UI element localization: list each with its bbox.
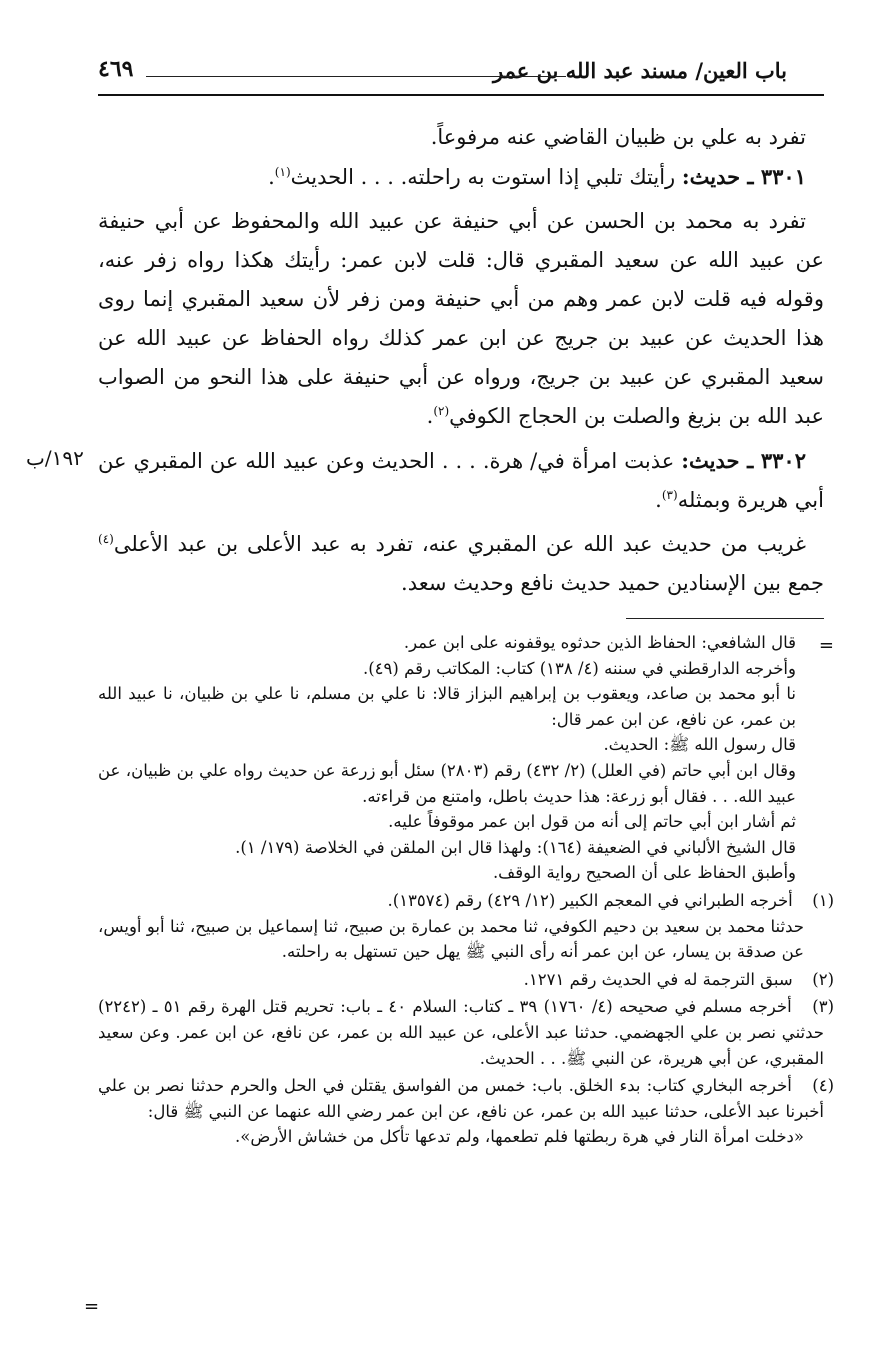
header-dash-line <box>146 76 566 77</box>
paragraph: تفرد به محمد بن الحسن عن أبي حنيفة عن عبيد الله والمحفوظ عن أبي حنيفة عن عبيد الله عن سعيد المقبري قال: قلت لابن عمر: رأيتك هكذا رواه زفر عنه، وقوله فيه قلت لابن عمر وهم من أبي حنيفة ومن زفر لأن سعيد المقبري إنما روى هذا الحديث عن عبيد بن جريج عن ابن عمر كذلك رواه الحفاظ عن عبيد الله عن سعيد المقبري عن عبيد بن جريج، ورواه عن أبي حنيفة على هذا النحو من الصواب عبد الله بن بزيغ والصلت بن الحجاج الكوفي$^{(٢)}$. <box>98 209 824 428</box>
hadith-text: رأيتك تلبي إذا استوت به راحلته. . . . الحديث <box>290 165 682 189</box>
hadith-number: ٣٣٠١ ـ حديث: <box>681 164 806 189</box>
manuscript-folio-note: ١٩٢/ب <box>26 446 84 470</box>
footnote-line: وأطبق الحفاظ على أن الصحيح رواية الوقف. <box>492 863 796 883</box>
continuation-mark: = <box>818 635 834 656</box>
hadith-number: ٣٣٠٢ ـ حديث: <box>681 448 806 473</box>
footnote-number: (٤) <box>812 1076 834 1096</box>
hadith-text: عذبت امرأة في/ هرة. . . . الحديث وعن عبيد الله عن المقبري عن أبي هريرة وبمثله <box>98 449 824 512</box>
footnote-line: وقال ابن أبي حاتم (في العلل) (٢/ ٤٣٢) رقم (٢٨٠٣) سئل أبو زرعة عن حديث رواه علي بن ظبيان، عن عبيد الله. . . فقال أبو زرعة: هذا حديث باطل، وامتنع من قراءته. <box>98 760 796 806</box>
header-rule <box>98 94 824 96</box>
footnote-number: (٢) <box>812 969 834 989</box>
footnote-ref: (٣) <box>661 488 678 502</box>
page-number: ٤٦٩ <box>98 56 134 82</box>
footnote-2: (٢) سبق الترجمة له في الحديث رقم ١٢٧١. <box>98 967 824 993</box>
footnote-number: (١) <box>812 890 834 910</box>
footnote-line: نا أبو محمد بن صاعد، ويعقوب بن إبراهيم البزاز قالا: نا علي بن مسلم، نا علي بن ظبيان، نا عبيد الله بن عمر، عن نافع، عن ابن عمر قال: <box>98 684 796 729</box>
paragraph: تفرد به علي بن ظبيان القاضي عنه مرفوعاً. <box>430 125 806 149</box>
footnote-4: (٤) أخرجه البخاري كتاب: بدء الخلق. باب: خمس من الفواسق يقتلن في الحل والحرم حدثنا نصر بن علي أخبرنا عبد الأعلى، حدثنا عبيد الله بن عمر، عن نافع، عن ابن عمر رضي الله عنهما عن النبي ﷺ قال: <box>98 1073 824 1124</box>
paragraph: غريب من حديث عبد الله عن المقبري عنه، تفرد به عبد الأعلى بن عبد الأعلى$^{(٤)}$ جمع بين الإسنادين حميد حديث نافع وحديث سعد. <box>98 532 824 595</box>
footnote-3: (٣) أخرجه مسلم في صحيحه (٤/ ١٧٦٠) ٣٩ ـ كتاب: السلام ٤٠ ـ باب: تحريم قتل الهرة رقم ٥١ ـ (٢٢٤٢) حدثني نصر بن علي الجهضمي. حدثنا عبد الأعلى، عن عبيد الله بن عمر، عن نافع، عن ابن عمر. وعن سعيد المقبري، عن أبي هريرة، عن النبي ﷺ. . . الحديث. <box>98 994 824 1071</box>
footnote-ref: (١) <box>274 165 291 179</box>
running-header-title: باب العين/ مسند عبد الله بن عمر <box>493 58 787 83</box>
footnote-line: قال الشافعي: الحفاظ الذين حدثوه يوقفونه على ابن عمر. <box>403 633 796 652</box>
footnote-line: قال الشيخ الألباني في الضعيفة (١٦٤): ولهذا قال ابن الملقن في الخلاصة (١٧٩/ ١). <box>235 837 796 857</box>
continuation-mark: = <box>84 1296 100 1317</box>
main-text <box>98 118 824 603</box>
footnote-line: حدثنا محمد بن سعيد بن دحيم الكوفي، ثنا محمد بن عمارة بن صبيح، ثنا إسماعيل بن صبيح، ثنا أبو أويس، عن صدقة بن يسار، عن ابن عمر أنه رأى النبي ﷺ يهل حين تستهل به راحلته. <box>98 916 804 962</box>
footnote-rule <box>626 618 824 619</box>
footnote-ref: (٢) <box>433 404 450 418</box>
hadith-entry-3302: ٣٣٠٢ ـ حديث: عذبت امرأة في/ هرة. . . . الحديث وعن عبيد الله عن المقبري عن أبي هريرة وبمثله$^{(٣)}$. <box>98 448 824 512</box>
footnote-line: وأخرجه الدارقطني في سننه (٤/ ١٣٨) كتاب: المكاتب رقم (٤٩). <box>362 658 796 678</box>
hadith-entry-3301: ٣٣٠١ ـ حديث: رأيتك تلبي إذا استوت به راحلته. . . . الحديث$^{(١)}$. <box>268 164 806 189</box>
footnote-ref: (٤) <box>98 532 114 546</box>
footnote-line: قال رسول الله ﷺ: الحديث. <box>603 735 796 755</box>
footnote-number: (٣) <box>812 997 834 1017</box>
footnote-1: (١) أخرجه الطبراني في المعجم الكبير (١٢/ ٤٢٩) رقم (١٣٥٧٤). <box>98 888 824 914</box>
footnotes <box>98 630 834 1150</box>
footnote-quote: «دخلت امرأة النار في هرة ربطتها فلم تطعمها، ولم تدعها تأكل من خشاش الأرض». <box>235 1127 804 1147</box>
footnote-line: ثم أشار ابن أبي حاتم إلى أنه من قول ابن عمر موقوفاً عليه. <box>388 812 796 832</box>
